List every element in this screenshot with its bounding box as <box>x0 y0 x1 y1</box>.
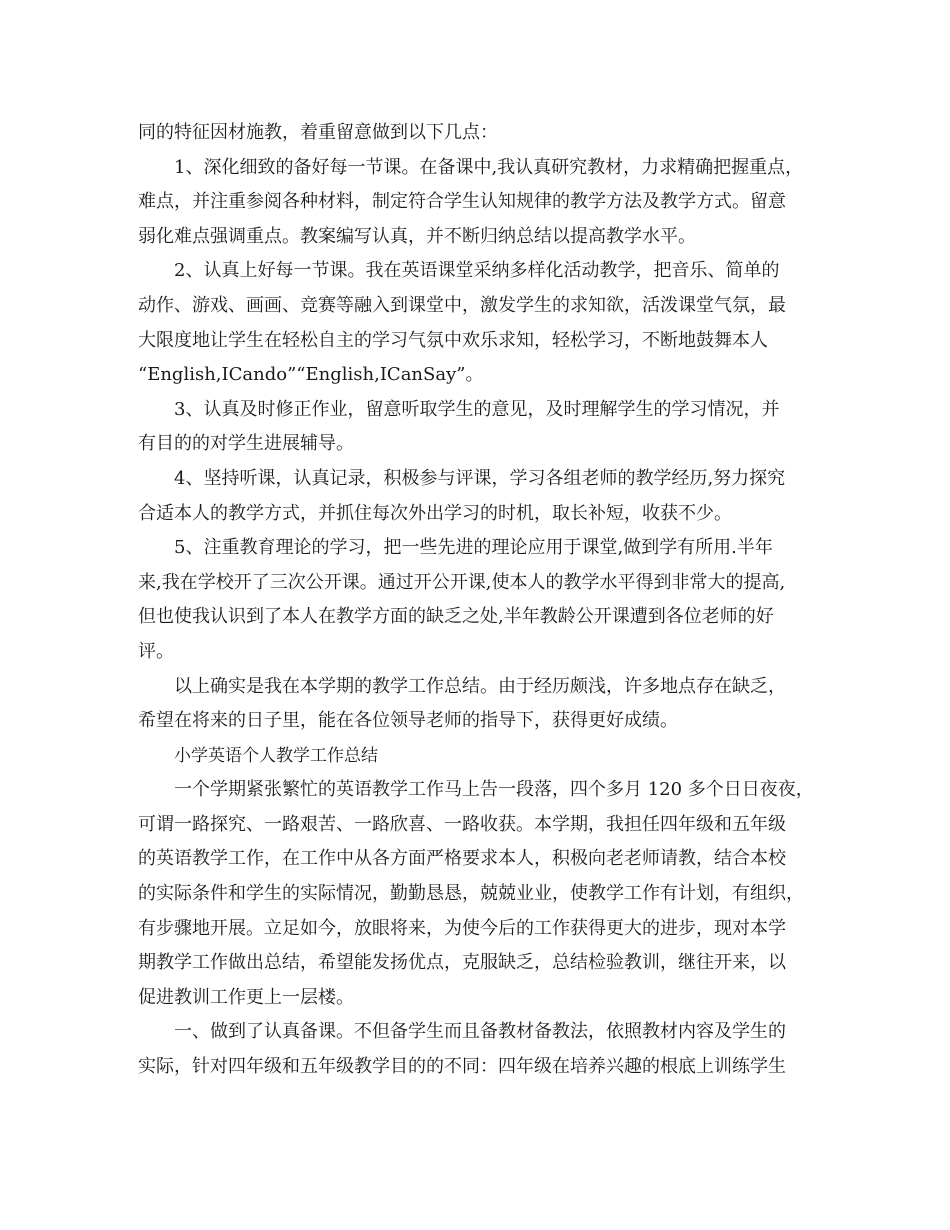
text-line: 来,我在学校开了三次公开课。通过开公开课,使本人的教学水平得到非常大的提高, <box>138 571 786 593</box>
text-line: 以上确实是我在本学期的教学工作总结。由于经历颇浅，许多地点存在缺乏， <box>174 675 786 697</box>
text-line: 有目的的对学生进展辅导。 <box>138 433 354 455</box>
text-line: 的实际条件和学生的实际情况，勤勤恳恳，兢兢业业，使教学工作有计划，有组织， <box>138 883 804 905</box>
text-line: 希望在将来的日子里，能在各位领导老师的指导下，获得更好成绩。 <box>138 710 678 732</box>
text-line: 一个学期紧张繁忙的英语教学工作马上告一段落，四个多月 120 多个日日夜夜， <box>174 779 814 801</box>
text-line: 期教学工作做出总结，希望能发扬优点，克服缺乏，总结检验教训，继往开来，以 <box>138 952 786 974</box>
text-line: 实际，针对四年级和五年级教学目的的不同：四年级在培养兴趣的根底上训练学生 <box>138 1056 786 1078</box>
text-line: 难点，并注重参阅各种材料，制定符合学生认知规律的教学方法及教学方式。留意 <box>138 191 786 213</box>
text-line: 4、坚持听课，认真记录，积极参与评课，学习各组老师的教学经历,努力探究 <box>174 467 786 489</box>
text-line: 动作、游戏、画画、竞赛等融入到课堂中，激发学生的求知欲，活泼课堂气氛，最 <box>138 294 786 316</box>
text-line: 但也使我认识到了本人在教学方面的缺乏之处,半年教龄公开课遭到各位老师的好 <box>138 606 774 628</box>
text-line: 促进教训工作更上一层楼。 <box>138 986 354 1008</box>
text-line: 同的特征因材施教，着重留意做到以下几点： <box>138 122 498 143</box>
text-line: 可谓一路探究、一路艰苦、一路欣喜、一路收获。本学期，我担任四年级和五年级 <box>138 813 786 835</box>
text-line: 弱化难点强调重点。教案编写认真，并不断归纳总结以提高教学水平。 <box>138 225 696 247</box>
text-line: 有步骤地开展。立足如今，放眼将来，为使今后的工作获得更大的进步，现对本学 <box>138 917 786 939</box>
text-line: 3、认真及时修正作业，留意听取学生的意见，及时理解学生的学习情况，并 <box>174 398 780 420</box>
text-line: 的英语教学工作，在工作中从各方面严格要求本人，积极向老老师请教，结合本校 <box>138 848 786 870</box>
text-line: 评。 <box>138 640 174 662</box>
document-body <box>138 116 818 1085</box>
text-line: 1、深化细致的备好每一节课。在备课中,我认真研究教材，力求精确把握重点， <box>174 156 804 178</box>
text-line: 2、认真上好每一节课。我在英语课堂采纳多样化活动教学，把音乐、简单的 <box>174 260 780 282</box>
text-line: 5、注重教育理论的学习，把一些先进的理论应用于课堂,做到学有所用.半年 <box>174 537 773 559</box>
text-line: “English,ICando”“English,ICanSay”。 <box>138 364 484 386</box>
text-line: 合适本人的教学方式，并抓住每次外出学习的时机，取长补短，收获不少。 <box>138 502 732 524</box>
text-line: 大限度地让学生在轻松自主的学习气氛中欢乐求知，轻松学习，不断地鼓舞本人 <box>138 329 768 351</box>
section-title: 小学英语个人教学工作总结 <box>174 745 378 766</box>
text-line: 一、做到了认真备课。不但备学生而且备教材备教法，依照教材内容及学生的 <box>174 1021 786 1043</box>
